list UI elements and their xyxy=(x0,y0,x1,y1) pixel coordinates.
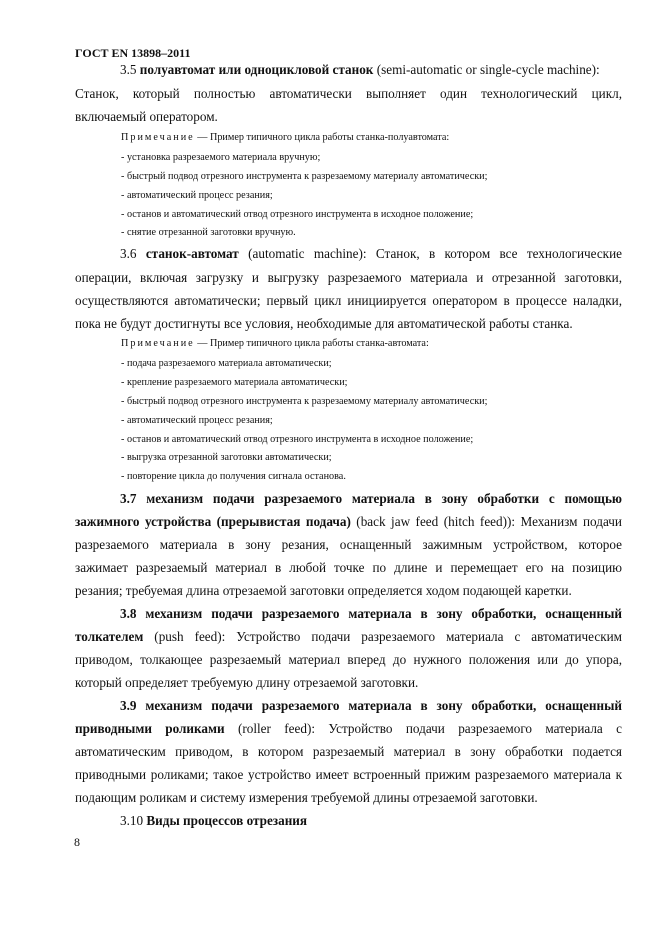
term-3-5-line-1 xyxy=(120,62,600,78)
note-1-item: - автоматический процесс резания; xyxy=(121,190,273,201)
term-3-9-line-2: приводными роликами (roller feed): Устройство подачи разрезаемого материала с xyxy=(75,721,622,736)
term-3-6-line-4: пока не будут достигнуты все условия, необходимые для автоматической работы станка. xyxy=(75,316,573,331)
term-3-5-line-3: включаемый оператором. xyxy=(75,109,218,124)
term-title: толкателем xyxy=(75,629,144,644)
term-title: станок-автомат xyxy=(145,246,239,261)
document-header: ГОСТ EN 13898–2011 xyxy=(75,46,191,60)
note-2-item: - крепление разрезаемого материала автоматически; xyxy=(121,377,348,388)
term-3-8-line-1: 3.8 механизм подачи разрезаемого материала в зону обработки, оснащенный xyxy=(120,606,622,621)
term-3-8-line-2: толкателем (push feed): Устройство подачи разрезаемого материала с автоматическим xyxy=(75,629,622,644)
term-3-6-line-2: операции, включая загрузку и выгрузку разрезаемого материала и отрезанной заготовки, xyxy=(75,270,622,285)
note-2-item: - автоматический процесс резания; xyxy=(121,415,273,426)
note-label: Примечание xyxy=(121,338,195,349)
term-title: зажимного устройства (прерывистая подача) xyxy=(75,514,351,529)
term-3-8-line-4: который определяет требуемую длину отрезаемой заготовки. xyxy=(75,675,419,690)
term-title: приводными роликами xyxy=(75,721,225,736)
note-1-item: - снятие отрезанной заготовки вручную. xyxy=(121,227,296,238)
term-3-8-line-3: приводом, толкающее разрезаемый материал вперед до нужного положения или до упора, xyxy=(75,652,622,667)
term-3-7-line-4: зажимает разрезаемый материал в любой точке по длине и перемещает его на позицию xyxy=(75,560,622,575)
note-2-item: - выгрузка отрезанной заготовки автоматически; xyxy=(121,452,332,463)
term-number: 3.5 xyxy=(120,62,140,77)
section-title: Виды процессов отрезания xyxy=(146,813,308,828)
term-3-9-line-5: подающим роликам и систему измерения требуемой длины отрезаемой заготовки. xyxy=(75,790,538,805)
note-1-item: - останов и автоматический отвод отрезного инструмента в исходное положение; xyxy=(121,209,474,220)
note-label: Примечание xyxy=(121,132,195,143)
note-2-item: - повторение цикла до получения сигнала останова. xyxy=(121,471,346,482)
term-3-9-line-3: автоматическим приводом, в котором разрезаемый материал в зону обработки подается xyxy=(75,744,622,759)
term-3-7-line-5: резания; требуемая длина отрезаемой заготовки определяется ходом подающей каретки. xyxy=(75,583,572,598)
term-3-6-line-3: осуществляются автоматически; первый цикл инициируется оператором в процессе наладки, xyxy=(75,293,622,308)
note-2-item: - останов и автоматический отвод отрезного инструмента в исходное положение; xyxy=(121,434,474,445)
note-2-item: - быстрый подвод отрезного инструмента к разрезаемому материалу автоматически; xyxy=(121,396,488,407)
note-1-item: - быстрый подвод отрезного инструмента к разрезаемому материалу автоматически; xyxy=(121,171,488,182)
note-2-intro: Примечание — Пример типичного цикла работы станка-автомата: xyxy=(121,338,429,349)
term-3-9-line-1: 3.9 механизм подачи разрезаемого материала в зону обработки, оснащенный xyxy=(120,698,622,713)
term-english: (semi-automatic or single-cycle machine): xyxy=(373,62,600,77)
note-1-item: - установка разрезаемого материала вручную; xyxy=(121,152,321,163)
term-3-7-line-3: разрезаемого материала в зону резания, оснащенный зажимным устройством, которое xyxy=(75,537,622,552)
term-3-7-line-1: 3.7 механизм подачи разрезаемого материала в зону обработки с помощью xyxy=(120,491,622,506)
note-2-item: - подача разрезаемого материала автоматически; xyxy=(121,358,332,369)
page-number: 8 xyxy=(74,835,80,849)
section-3-10-heading: 3.10 Виды процессов отрезания xyxy=(120,813,308,828)
term-3-6-line-1: 3.6 станок-автомат (automatic machine): Станок, в котором все технологические xyxy=(120,246,623,261)
term-3-7-line-2: зажимного устройства (прерывистая подача) (back jaw feed (hitch feed)): Механизм подачи xyxy=(75,514,622,529)
note-1-intro: Примечание — Пример типичного цикла работы станка-полуавтомата: xyxy=(121,132,450,143)
term-3-5-line-2: Станок, который полностью автоматически выполняет один технологический цикл, xyxy=(75,86,622,101)
term-title: полуавтомат или одноцикловой станок xyxy=(139,62,374,77)
term-3-9-line-4: приводными роликами; такое устройство имеет встроенный прижим разрезаемого материала к xyxy=(75,767,622,782)
